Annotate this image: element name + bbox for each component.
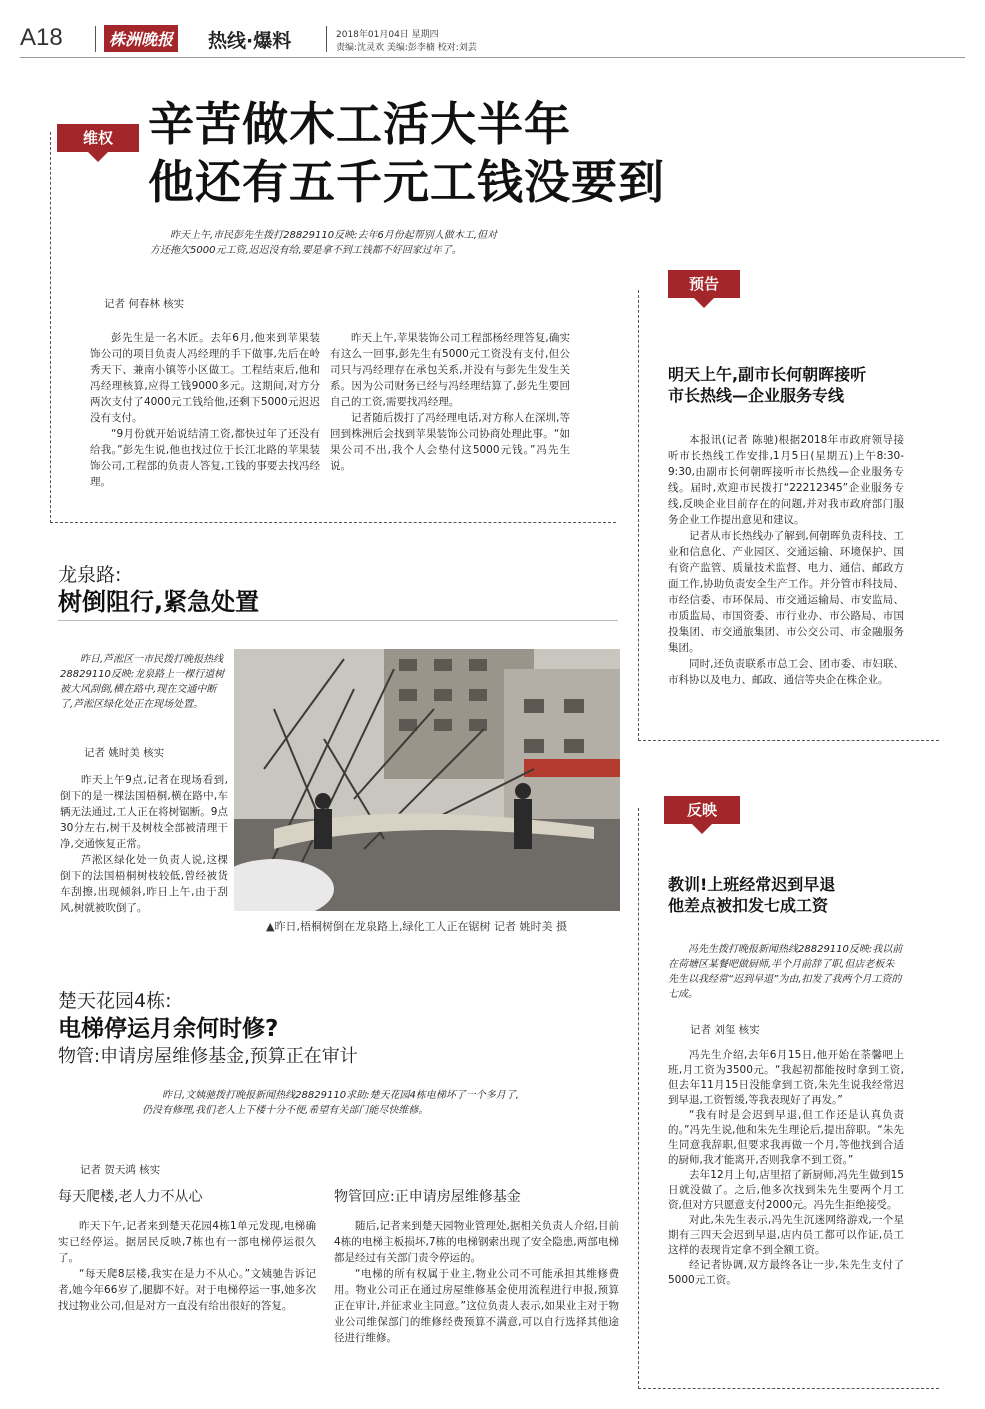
story1-headline-2: 他还有五千元工钱没要到 — [148, 155, 665, 209]
page-number: A18 — [20, 24, 63, 51]
story5-byline: 记者 刘玺 核实 — [690, 1024, 760, 1036]
paragraph: 昨天上午,苹果装饰公司工程部杨经理答复,确实有这么一回事,彭先生有5000元工资没有支付,但公司只与冯经理存在承包关系,并没有与彭先生发生关系。因为公司财务已经与冯经理结算了,彭先生要回自己的工资,需要找冯经理。 — [330, 332, 570, 408]
paragraph: 去年12月上旬,店里招了新厨师,冯先生做到15日就没做了。之后,他多次找到朱先生要两个月工资,但对方只愿意支付2000元。冯先生拒绝接受。 — [668, 1169, 904, 1211]
header-divider-2 — [326, 26, 327, 52]
date-line: 2018年01月04日 星期四 — [336, 30, 439, 40]
story3-col1 — [58, 1218, 316, 1314]
paragraph: 昨天上午9点,记者在现场看到,倒下的是一棵法国梧桐,横在路中,车辆无法通过,工人正在将树锯断。9点30分左右,树干及树枝全部被清理干净,交通恢复正常。 — [60, 774, 228, 850]
story2-body — [60, 772, 228, 916]
story2-caption: ▲昨日,梧桐树倒在龙泉路上,绿化工人正在锯树 记者 姚时美 摄 — [266, 920, 567, 933]
fallen-tree-photo — [234, 649, 620, 911]
story5-headline-1: 教训!上班经常迟到早退 — [668, 875, 836, 894]
paper-logo: 株洲晚报 — [104, 25, 178, 52]
paragraph: 冯先生介绍,去年6月15日,他开始在荼馨吧上班,月工资为3500元。“我起初都能按时拿到工资,但去年11月15日没能拿到工资,朱先生说我经常迟到早退,工资暂缓,等我表现好了再发。” — [668, 1049, 904, 1106]
story1-byline: 记者 何春林 核实 — [104, 298, 185, 310]
story5-headline-2: 他差点被扣发七成工资 — [668, 896, 829, 915]
paragraph: 芦淞区绿化处一负责人说,这棵倒下的法国梧桐树枝较低,曾经被货车刮擦,出现倾斜,昨日上午,由于刮风,树就被吹倒了。 — [60, 854, 228, 914]
header-rule — [20, 57, 965, 58]
paragraph: “每天爬8层楼,我实在是力不从心。”文姨驰告诉记者,她今年66岁了,腿脚不好。对于电梯停运一事,她多次找过物业公司,但是对方一直没有给出很好的答复。 — [58, 1268, 316, 1312]
story5-body — [668, 1048, 904, 1288]
story1-tag: 维权 — [57, 124, 139, 152]
story2-rule — [58, 620, 618, 621]
story2-lead: 昨日,芦淞区一市民拨打晚报热线28829110反映:龙泉路上一棵行道树被大风刮倒,横在路中,现在交通中断了,芦淞区绿化处正在现场处置。 — [60, 654, 225, 710]
story1-col2 — [330, 330, 570, 474]
paragraph: “我有时是会迟到早退,但工作还是认真负责的。”冯先生说,他和朱先生理论后,提出辞职。“朱先生同意我辞职,但要求我再做一个月,等他找到合适的厨师,我才能离开,否则我拿不到工资。” — [668, 1109, 904, 1166]
photo-worker-2 — [514, 783, 532, 849]
paragraph: 记者随后拨打了冯经理电话,对方称人在深圳,等回到株洲后会找到苹果装饰公司协商处理此事。“如果公司不出,我个人会垫付这5000元钱。”冯先生说。 — [330, 412, 570, 472]
paragraph: 对此,朱先生表示,冯先生沉迷网络游戏,一个星期有三四天会迟到早退,店内员工都可以作证,员工这样的表现肯定拿不到全额工资。 — [668, 1214, 904, 1256]
story4-headline-2: 市长热线—企业服务专线 — [668, 386, 845, 405]
story3-sub1: 每天爬楼,老人力不从心 — [58, 1189, 203, 1205]
story2-byline: 记者 姚时美 核实 — [84, 747, 165, 759]
paragraph: 同时,还负责联系市总工会、团市委、市妇联、市科协以及电力、邮政、通信等央企在株企业。 — [668, 658, 904, 686]
paragraph: 记者从市长热线办了解到,何朝晖负责科技、工业和信息化、产业园区、交通运输、环境保护、国有资产监管、质量技术监督、电力、通信、邮政方面工作,协助负责安全生产工作。并分管市科技局、市经信委、市环保局、市交通运输局、市安监局、市质监局、市国资委、市行业办、市公路局、市国投集团、市交通旅集团、市公交公司、市金融服务集团。 — [668, 530, 904, 654]
header-divider — [95, 26, 96, 52]
paragraph: “电梯的所有权属于业主,物业公司不可能承担其维修费用。物业公司正在通过房屋维修基金使用流程进行申报,预算正在审计,并征求业主同意。”这位负责人表示,如果业主对于物业公司维保部门的维修经费预算不满意,可以自行选择其他途径进行维修。 — [334, 1268, 619, 1344]
story5-lead: 冯先生拨打晚报新闻热线28829110反映:我以前在荷塘区某餐吧做厨师,半个月前辞了职,但店老板朱先生以我经常“迟到早退”为由,扣发了我两个月工资的七成。 — [668, 944, 903, 1000]
paragraph: 彭先生是一名木匠。去年6月,他来到苹果装饰公司的项目负责人冯经理的手下做事,先后在岭秀天下、兼南小镇等小区做工。工程结束后,他和冯经理核算,应得工钱9000多元。这期间,对方分两次支付了4000元工钱给他,还剩下5000元迟迟没有支付。 — [90, 332, 320, 424]
story1-lead: 昨天上午,市民彭先生拨打28829110反映:去年6月份起帮别人做木工,但对方还拖欠5000元工资,迟迟没有给,要是拿不到工钱都不好回家过年了。 — [150, 230, 497, 256]
story1-headline-1: 辛苦做木工活大半年 — [148, 97, 571, 151]
paragraph: 本报讯(记者 陈驰)根据2018年市政府领导接听市长热线工作安排,1月5日(星期五)上午8:30-9:30,由副市长何朝晖接听市长热线—企业服务专线。届时,欢迎市民拨打“22212345”企业服务专线,反映企业目前存在的问题,并对我市政府部门服务企业工作提出意见和建议。 — [668, 434, 904, 526]
story3-sub2: 物管回应:正申请房屋维修基金 — [334, 1189, 521, 1205]
section-title: 热线·爆料 — [208, 30, 292, 52]
story3-byline: 记者 贺天鸿 核实 — [80, 1164, 161, 1176]
story3-headline: 电梯停运月余何时修? — [58, 1016, 279, 1042]
editor-line: 责编:沈灵欢 美编:彭李楠 校对:刘芸 — [336, 43, 477, 53]
story1-col1 — [90, 330, 320, 490]
story3-kicker: 楚天花园4栋: — [58, 990, 172, 1012]
paragraph: “9月份就开始说结清工资,都快过年了还没有给我。”彭先生说,他也找过位于长江北路的苹果装饰公司,工程部的负责人答复,工钱的事要去找冯经理。 — [90, 428, 320, 488]
photo-shop-sign — [524, 759, 620, 777]
story4-body — [668, 432, 904, 688]
story3-col2 — [334, 1218, 619, 1346]
story4-tag: 预告 — [668, 270, 740, 298]
paragraph: 昨天下午,记者来到楚天花园4栋1单元发现,电梯确实已经停运。据居民反映,7栋也有一部电梯停运很久了。 — [58, 1220, 316, 1264]
story3-lead: 昨日,文姨驰拨打晚报新闻热线28829110求助:楚天花园4栋电梯坏了一个多月了,仍没有修理,我们老人上下楼十分不便,希望有关部门能尽快维修。 — [142, 1090, 519, 1116]
story4-headline-1: 明天上午,副市长何朝晖接听 — [668, 365, 867, 384]
story3-subhead: 物管:申请房屋维修基金,预算正在审计 — [58, 1046, 358, 1067]
story2-kicker: 龙泉路: — [58, 564, 122, 586]
photo-worker-1 — [314, 793, 332, 849]
paragraph: 随后,记者来到楚天园物业管理处,据相关负责人介绍,目前4栋的电梯主板损坏,7栋的电梯钢索出现了安全隐患,两部电梯都是经过有关部门责令停运的。 — [334, 1220, 619, 1264]
story2-headline: 树倒阻行,紧急处置 — [58, 588, 260, 616]
paragraph: 经记者协调,双方最终各让一步,朱先生支付了5000元工资。 — [668, 1259, 904, 1286]
story5-tag: 反映 — [664, 796, 740, 824]
